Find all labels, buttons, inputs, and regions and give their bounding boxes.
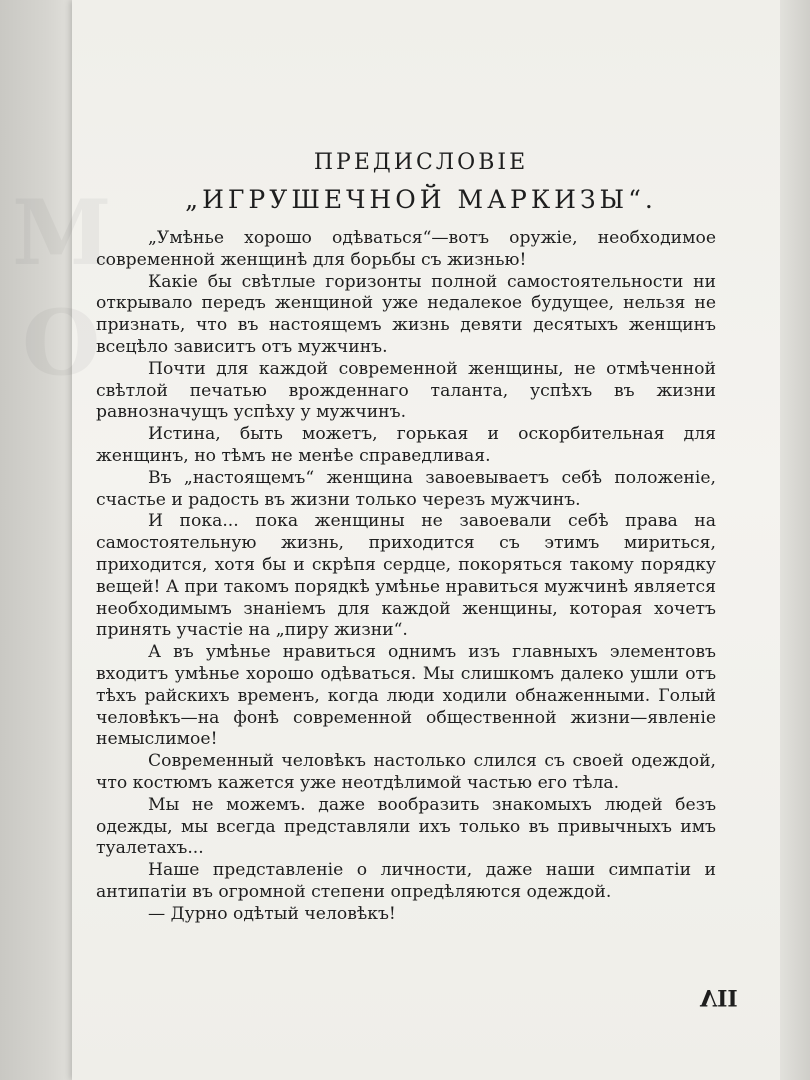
paragraph: Въ „настоящемъ“ женщина завоевываетъ себѣ положеніе, счастье и радость въ жизни только черезъ мужчинъ. xyxy=(96,467,716,510)
paragraph: И пока... пока женщины не завоевали себѣ права на самостоятельную жизнь, приходится съ этимъ мириться, приходится, хотя бы и скрѣпя сердце, покоряться такому порядку вещей! А при такомъ порядкѣ умѣнье нравиться мужчинѣ является необходимымъ знаніемъ для каждой женщины, которая хочетъ принять участіе на „пиру жизни“. xyxy=(96,511,716,641)
paragraph: Современный человѣкъ настолько слился съ своей одеждой, что костюмъ кажется уже неотдѣлимой частью его тѣла. xyxy=(96,751,716,793)
paragraph: А въ умѣнье нравиться однимъ изъ главныхъ элементовъ входитъ умѣнье хорошо одѣваться. Мы слишкомъ далеко ушли отъ тѣхъ райскихъ временъ, когда люди ходили обнаженными. Голый человѣкъ—на фонѣ современной общественной жизни—явленіе немыслимое! xyxy=(96,642,716,750)
paragraph: Мы не можемъ. даже вообразить знакомыхъ людей безъ одежды, мы всегда представляли ихъ только въ привычныхъ имъ туалетахъ... xyxy=(96,794,716,859)
paragraph: Наше представленіе о личности, даже наши симпатіи и антипатіи въ огромной степени опредѣляются одеждой. xyxy=(96,860,716,902)
page-text xyxy=(96,150,716,926)
paragraph: „Умѣнье хорошо одѣваться“—вотъ оружіе, необходимое современной женщинѣ для борьбы съ жизнью! xyxy=(96,228,716,270)
paragraph: Какіе бы свѣтлые горизонты полной самостоятельности ни открывало передъ женщиной уже недалекое будущее, нельзя не признать, что въ настоящемъ жизнь девяти десятыхъ женщинъ всецѣло зависитъ отъ мужчинъ. xyxy=(96,271,716,357)
book-gutter-shadow xyxy=(0,0,80,1080)
paragraph: — Дурно одѣтый человѣкъ! xyxy=(148,903,396,924)
page-edge xyxy=(780,0,810,1080)
book-title: „ИГРУШЕЧНОЙ МАРКИЗЫ“. xyxy=(185,185,657,214)
preface-title: ПРЕДИСЛОВІЕ xyxy=(313,150,529,175)
page-number: VII xyxy=(700,984,738,1010)
paragraph: Истина, быть можетъ, горькая и оскорбительная для женщинъ, но тѣмъ не менѣе справедливая. xyxy=(96,424,716,466)
paragraph: Почти для каждой современной женщины, не отмѣченной свѣтлой печатью врожденнаго таланта, успѣхъ въ жизни равнозначущъ успѣху у мужчинъ. xyxy=(96,358,716,423)
